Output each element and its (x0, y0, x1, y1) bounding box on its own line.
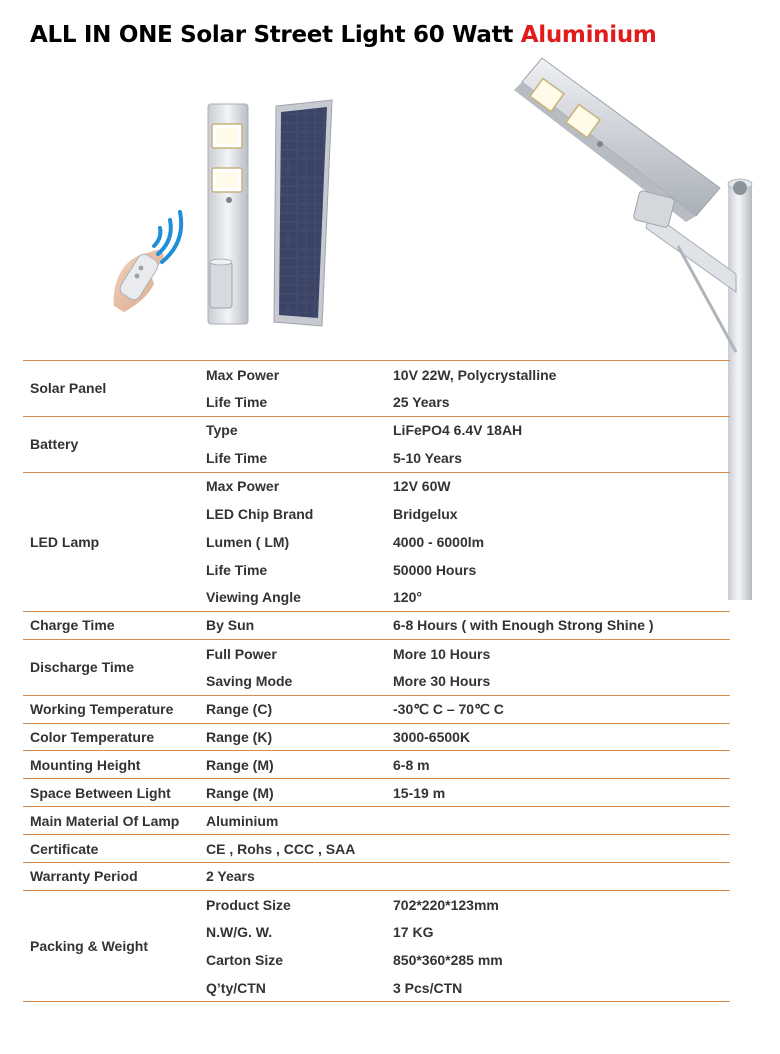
spec-row (23, 361, 730, 389)
spec-value: LiFePO4 6.4V 18AH (393, 422, 523, 439)
spec-value: 4000 - 6000lm (393, 533, 485, 550)
spec-value: Bridgelux (393, 505, 458, 522)
specifications-table (23, 360, 730, 1002)
spec-parameter: N.W/G. W. (206, 924, 273, 941)
spec-category: Battery (23, 416, 199, 472)
spec-row (23, 416, 730, 444)
product-views-illustration (108, 96, 348, 332)
spec-parameter: Type (206, 422, 238, 439)
spec-row (23, 779, 730, 807)
title-accent: Aluminium (520, 22, 657, 48)
spec-row (23, 807, 730, 835)
spec-value (386, 807, 730, 835)
spec-value: 12V 60W (393, 478, 451, 495)
spec-value: 3 Pcs/CTN (386, 974, 730, 1002)
spec-parameter: LED Chip Brand (206, 505, 314, 522)
spec-parameter: Q’ty/CTN (199, 974, 386, 1002)
spec-parameter: Aluminium (199, 807, 386, 835)
spec-parameter: Viewing Angle (199, 584, 386, 612)
spec-value: 3000-6500K (386, 723, 730, 751)
spec-category: Charge Time (23, 612, 199, 640)
spec-value: 50000 Hours (393, 561, 477, 578)
spec-value: More 30 Hours (386, 667, 730, 695)
spec-value: 6-8 Hours ( with Enough Strong Shine ) (386, 612, 730, 640)
spec-parameter: Product Size (206, 896, 291, 913)
spec-category: Discharge Time (23, 639, 199, 695)
remote-control-icon (114, 212, 182, 312)
spec-row (23, 751, 730, 779)
lamp-front-view (208, 104, 248, 324)
spec-category: Solar Panel (23, 361, 199, 417)
spec-value: 702*220*123mm (393, 896, 499, 913)
solar-panel-back-view (274, 100, 332, 326)
spec-row (23, 723, 730, 751)
spec-parameter: Full Power (206, 645, 277, 662)
spec-row (23, 472, 730, 500)
title-main: ALL IN ONE Solar Street Light 60 Watt (30, 22, 521, 48)
spec-value: 6-8 m (386, 751, 730, 779)
spec-category: Main Material Of Lamp (23, 807, 199, 835)
spec-value: 25 Years (386, 388, 730, 416)
spec-row (23, 890, 730, 918)
spec-value: 850*360*285 mm (393, 952, 503, 969)
spec-parameter: Range (M) (199, 779, 386, 807)
spec-parameter: Max Power (206, 478, 280, 495)
spec-value: 10V 22W, Polycrystalline (386, 361, 730, 389)
spec-value: 17 KG (393, 924, 434, 941)
spec-parameter: Max Power (199, 361, 386, 389)
spec-parameter: Life Time (199, 444, 386, 472)
spec-category: Warranty Period (23, 863, 199, 891)
spec-parameter: Lumen ( LM) (206, 533, 290, 550)
spec-value: 5-10 Years (386, 444, 730, 472)
spec-row (23, 695, 730, 723)
spec-parameter: 2 Years (199, 863, 386, 891)
spec-value: 120° (386, 584, 730, 612)
spec-category: Color Temperature (23, 723, 199, 751)
spec-parameter: Carton Size (206, 952, 284, 969)
spec-parameter: Saving Mode (199, 667, 386, 695)
spec-parameter: Range (K) (199, 723, 386, 751)
spec-row (23, 639, 730, 667)
spec-parameter: Range (C) (199, 695, 386, 723)
spec-parameter: Life Time (199, 388, 386, 416)
spec-parameter: By Sun (199, 612, 386, 640)
spec-parameter: Range (M) (199, 751, 386, 779)
spec-row (23, 863, 730, 891)
spec-value (386, 835, 730, 863)
spec-value: 15-19 m (386, 779, 730, 807)
spec-category: Mounting Height (23, 751, 199, 779)
spec-category: Certificate (23, 835, 199, 863)
spec-category: Space Between Light (23, 779, 199, 807)
spec-parameter: Life Time (206, 561, 268, 578)
spec-category: Packing & Weight (23, 890, 199, 1002)
spec-category: Working Temperature (23, 695, 199, 723)
spec-value: -30℃ C – 70℃ C (386, 695, 730, 723)
spec-category: LED Lamp (23, 472, 199, 611)
spec-parameter: CE , Rohs , CCC , SAA (199, 835, 386, 863)
page-title (30, 22, 657, 48)
spec-row (23, 612, 730, 640)
spec-value: More 10 Hours (393, 645, 491, 662)
spec-value (386, 863, 730, 891)
spec-row (23, 835, 730, 863)
